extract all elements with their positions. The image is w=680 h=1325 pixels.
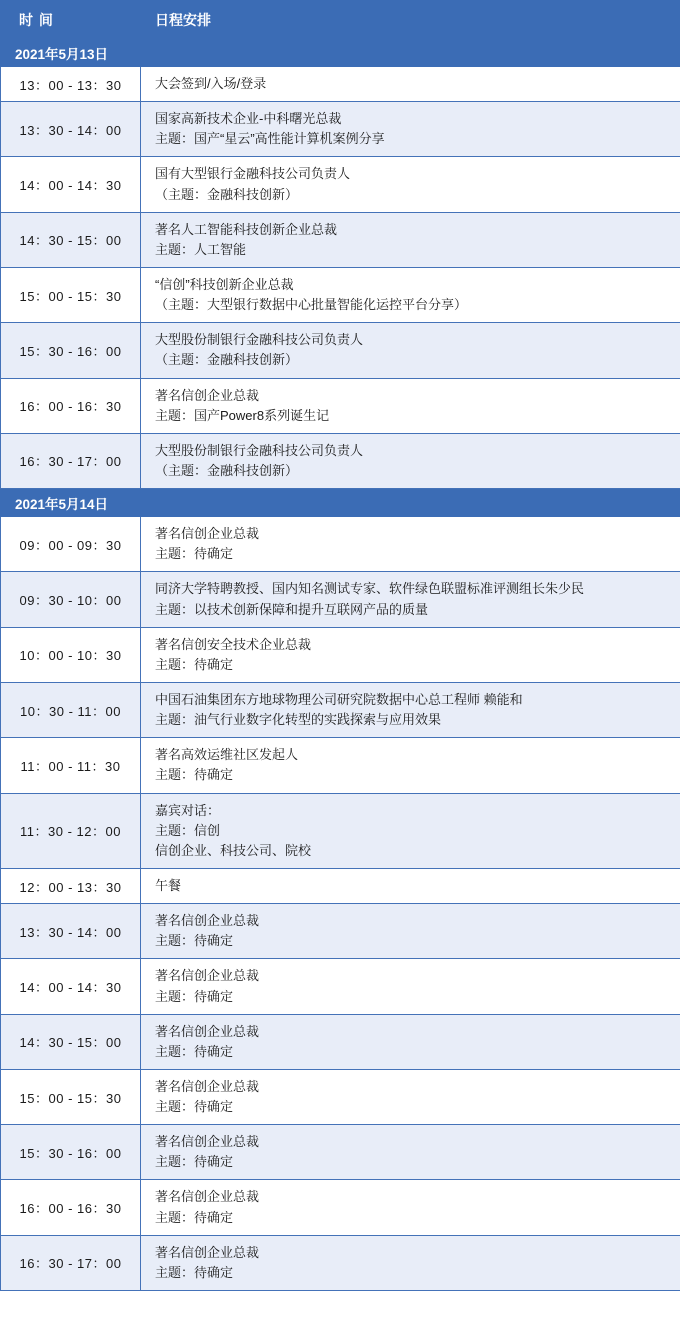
session-details — [141, 267, 680, 322]
session-time: 16：30 - 17：00 — [1, 1235, 141, 1290]
session-line: 著名信创企业总裁 — [155, 968, 260, 984]
session-line: 著名信创企业总裁 — [155, 1023, 260, 1039]
session-line: 主题：待确定 — [155, 767, 234, 783]
session-line: 主题：待确定 — [155, 546, 234, 562]
session-line: 著名信创安全技术企业总裁 — [155, 636, 312, 652]
session-details — [141, 1235, 680, 1290]
session-line: 主题：国产Power8系列诞生记 — [155, 407, 330, 423]
table-row — [1, 157, 680, 212]
session-line: （主题：金融科技创新） — [155, 352, 299, 368]
session-time: 15：00 - 15：30 — [1, 1069, 141, 1124]
session-line: 主题：待确定 — [155, 933, 234, 949]
session-line: 午餐 — [155, 877, 182, 893]
column-header-time: 时 间 — [1, 1, 141, 39]
session-details — [141, 102, 680, 157]
session-details — [141, 67, 680, 102]
date-label: 2021年5月13日 — [1, 39, 680, 67]
table-row — [1, 1180, 680, 1235]
session-line: 主题：待确定 — [155, 1264, 234, 1280]
session-line: 嘉宾对话： — [155, 802, 221, 818]
session-line: 主题：待确定 — [155, 1209, 234, 1225]
session-line: 著名信创企业总裁 — [155, 1078, 260, 1094]
table-row — [1, 67, 680, 102]
session-line: 主题：待确定 — [155, 656, 234, 672]
session-line: 著名信创企业总裁 — [155, 913, 260, 929]
session-line: （主题：金融科技创新） — [155, 462, 299, 478]
table-row — [1, 1125, 680, 1180]
table-row — [1, 627, 680, 682]
session-details — [141, 1125, 680, 1180]
session-line: 著名信创企业总裁 — [155, 1134, 260, 1150]
table-row — [1, 682, 680, 737]
session-time: 13：30 - 14：00 — [1, 904, 141, 959]
session-line: 主题：国产“星云”高性能计算机案例分享 — [155, 131, 385, 147]
session-details — [141, 378, 680, 433]
session-line: 著名高效运维社区发起人 — [155, 747, 299, 763]
session-time: 09：00 - 09：30 — [1, 517, 141, 572]
session-line: 著名信创企业总裁 — [155, 387, 260, 403]
table-row — [1, 517, 680, 572]
session-line: 大会签到/入场/登录 — [155, 76, 267, 91]
session-line: 主题：待确定 — [155, 1043, 234, 1059]
session-line: （主题：大型银行数据中心批量智能化运控平台分享） — [155, 297, 468, 313]
session-line: 著名信创企业总裁 — [155, 1244, 260, 1260]
session-time: 11：00 - 11：30 — [1, 738, 141, 793]
table-row — [1, 433, 680, 488]
session-line: 著名信创企业总裁 — [155, 526, 260, 542]
session-time: 10：30 - 11：00 — [1, 682, 141, 737]
session-time: 14：30 - 15：00 — [1, 1014, 141, 1069]
session-details — [141, 682, 680, 737]
session-line: 同济大学特聘教授、国内知名测试专家、软件绿色联盟标准评测组长朱少民 — [155, 581, 585, 597]
table-row — [1, 904, 680, 959]
table-row — [1, 212, 680, 267]
session-time: 16：30 - 17：00 — [1, 433, 141, 488]
session-line: （主题：金融科技创新） — [155, 186, 299, 202]
session-details — [141, 1069, 680, 1124]
table-row — [1, 267, 680, 322]
session-line: 大型股份制银行金融科技公司负责人 — [155, 332, 364, 348]
session-time: 15：30 - 16：00 — [1, 323, 141, 378]
session-details — [141, 433, 680, 488]
session-line: 主题：信创 — [155, 822, 221, 838]
session-details — [141, 157, 680, 212]
date-label: 2021年5月14日 — [1, 489, 680, 517]
session-time: 15：00 - 15：30 — [1, 267, 141, 322]
session-line: 国家高新技术企业-中科曙光总裁 — [155, 111, 342, 127]
table-row — [1, 378, 680, 433]
table-row — [1, 102, 680, 157]
table-row — [1, 1235, 680, 1290]
table-row — [1, 323, 680, 378]
column-header-agenda: 日程安排 — [141, 1, 680, 39]
session-line: 主题：人工智能 — [155, 241, 247, 257]
session-details — [141, 904, 680, 959]
agenda-body — [1, 39, 680, 1291]
session-line: 大型股份制银行金融科技公司负责人 — [155, 442, 364, 458]
session-details — [141, 212, 680, 267]
session-time: 13：30 - 14：00 — [1, 102, 141, 157]
session-line: 主题：以技术创新保障和提升互联网产品的质量 — [155, 601, 429, 617]
session-details — [141, 868, 680, 903]
session-time: 14：30 - 15：00 — [1, 212, 141, 267]
session-line: 著名人工智能科技创新企业总裁 — [155, 221, 338, 237]
table-row — [1, 868, 680, 903]
table-row — [1, 793, 680, 868]
session-time: 14：00 - 14：30 — [1, 157, 141, 212]
table-row — [1, 959, 680, 1014]
session-details — [141, 1180, 680, 1235]
session-time: 15：30 - 16：00 — [1, 1125, 141, 1180]
session-line: 主题：待确定 — [155, 988, 234, 1004]
session-time: 09：30 - 10：00 — [1, 572, 141, 627]
session-line: “信创”科技创新企业总裁 — [155, 276, 294, 292]
session-line: 中国石油集团东方地球物理公司研究院数据中心总工程师 赖能和 — [155, 691, 523, 707]
date-separator-row — [1, 489, 680, 517]
session-details — [141, 572, 680, 627]
session-details — [141, 738, 680, 793]
session-details — [141, 627, 680, 682]
session-details — [141, 793, 680, 868]
session-line: 主题：待确定 — [155, 1099, 234, 1115]
session-details — [141, 959, 680, 1014]
table-row — [1, 572, 680, 627]
session-line: 主题：油气行业数字化转型的实践探索与应用效果 — [155, 712, 442, 728]
session-details — [141, 323, 680, 378]
session-line: 信创企业、科技公司、院校 — [155, 842, 312, 858]
date-separator-row — [1, 39, 680, 67]
table-header-row — [1, 1, 680, 39]
session-line: 著名信创企业总裁 — [155, 1189, 260, 1205]
session-time: 16：00 - 16：30 — [1, 1180, 141, 1235]
session-time: 16：00 - 16：30 — [1, 378, 141, 433]
session-line: 主题：待确定 — [155, 1154, 234, 1170]
table-row — [1, 1069, 680, 1124]
table-row — [1, 1014, 680, 1069]
session-line: 国有大型银行金融科技公司负责人 — [155, 166, 351, 182]
session-time: 12：00 - 13：30 — [1, 868, 141, 903]
session-time: 11：30 - 12：00 — [1, 793, 141, 868]
session-details — [141, 517, 680, 572]
session-time: 13：00 - 13：30 — [1, 67, 141, 102]
session-time: 10：00 - 10：30 — [1, 627, 141, 682]
table-row — [1, 738, 680, 793]
session-details — [141, 1014, 680, 1069]
session-time: 14：00 - 14：30 — [1, 959, 141, 1014]
